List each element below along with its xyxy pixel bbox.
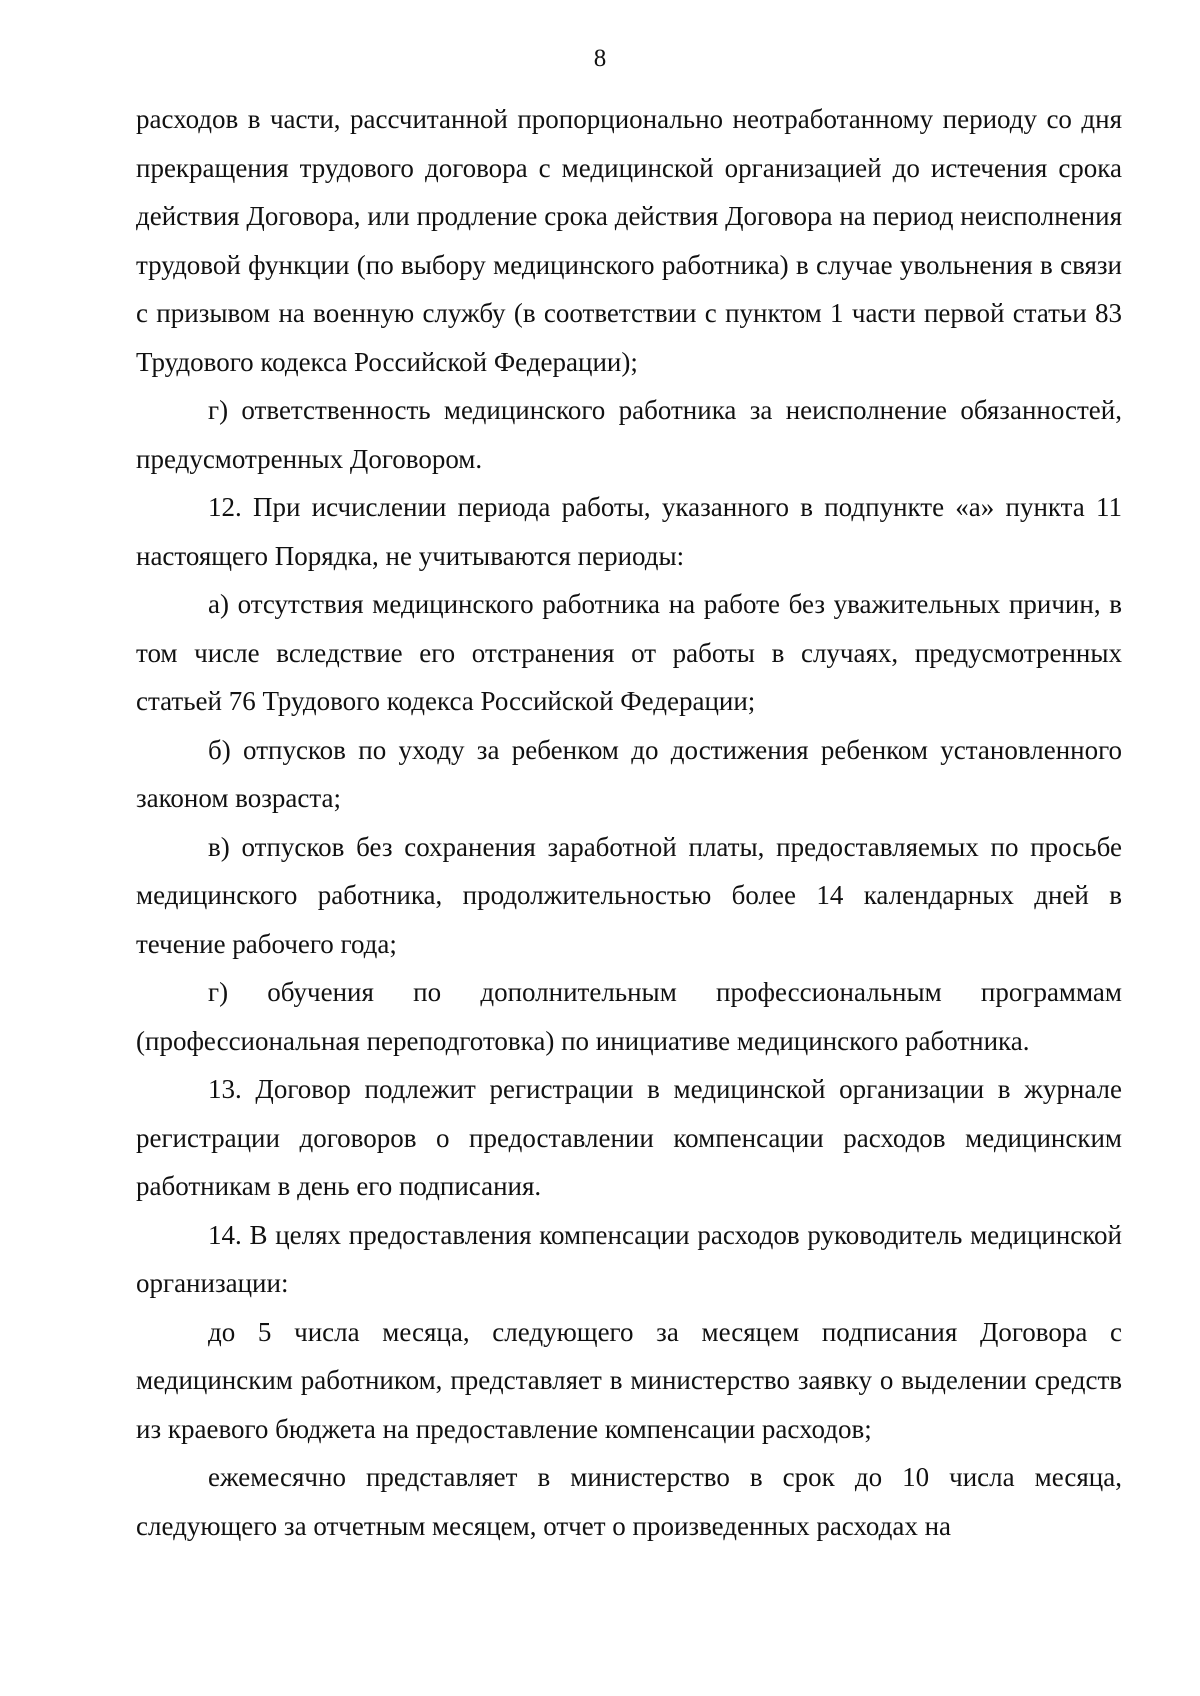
- page-number: 8: [593, 45, 607, 72]
- paragraph-item-g-training: г) обучения по дополнительным профессиональным программам (профессиональная переподготовка) по инициативе медицинского работника.: [136, 977, 1122, 1056]
- paragraph-item-g-responsibility: г) ответственность медицинского работника за неисполнение обязанностей, предусмотренных Договором.: [136, 395, 1122, 474]
- document-body: [136, 95, 1122, 1550]
- paragraph-item-v-unpaid-leave: в) отпусков без сохранения заработной платы, предоставляемых по просьбе медицинского работника, продолжительностью более 14 календарных дней в течение рабочего года;: [136, 831, 1122, 959]
- paragraph-clause-12: 12. При исчислении периода работы, указанного в подпункте «а» пункта 11 настоящего Порядка, не учитываются периоды:: [136, 492, 1122, 571]
- paragraph-item-a-absence: а) отсутствия медицинского работника на работе без уважительных причин, в том числе вследствие его отстранения от работы в случаях, предусмотренных статьей 76 Трудового кодекса Российской Федерации;: [136, 589, 1122, 716]
- paragraph-application-deadline: до 5 числа месяца, следующего за месяцем подписания Договора с медицинским работником, представляет в министерство заявку о выделении средств из краевого бюджета на предоставление компенсации расходов;: [136, 1316, 1122, 1444]
- paragraph-clause-13: 13. Договор подлежит регистрации в медицинской организации в журнале регистрации договоров о предоставлении компенсации расходов медицинским работникам в день его подписания.: [136, 1074, 1122, 1201]
- paragraph-item-b-childcare-leave: б) отпусков по уходу за ребенком до достижения ребенком установленного законом возраста;: [136, 734, 1122, 813]
- paragraph-continuation: расходов в части, рассчитанной пропорционально неотработанному периоду со дня прекращения трудового договора с медицинской организацией до истечения срока действия Договора, или продление срока действия Договора на период неисполнения трудовой функции (по выбору медицинского работника) в случае увольнения в связи с призывом на военную службу (в соответствии с пунктом 1 части первой статьи 83 Трудового кодекса Российской Федерации);: [136, 104, 1122, 377]
- paragraph-clause-14: 14. В целях предоставления компенсации расходов руководитель медицинской организации:: [136, 1219, 1122, 1298]
- paragraph-monthly-report: ежемесячно представляет в министерство в срок до 10 числа месяца, следующего за отчетным месяцем, отчет о произведенных расходах на: [136, 1462, 1122, 1541]
